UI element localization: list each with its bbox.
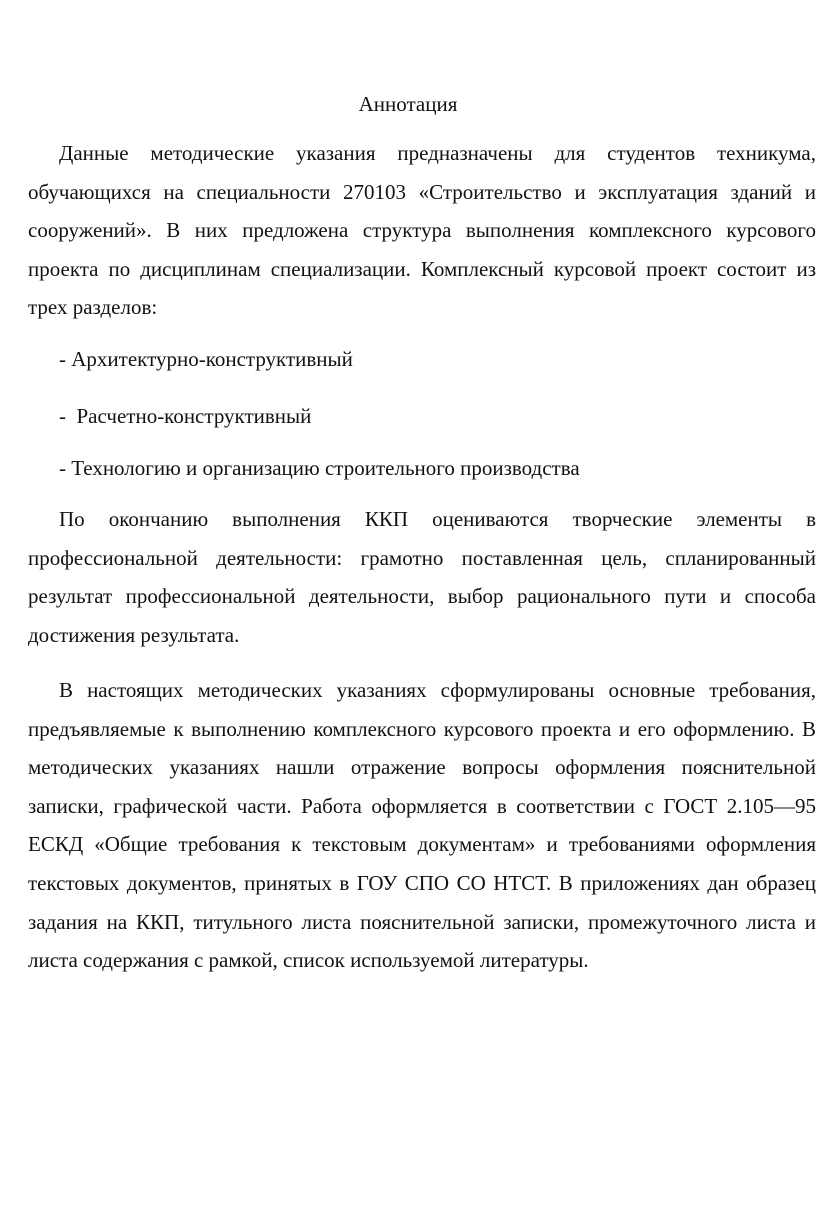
list-item-calculation: - Расчетно-конструктивный [59, 404, 312, 428]
document-title: Аннотация [358, 92, 458, 116]
paragraph-intro: Данные методические указания предназначены для студентов техникума, обучающихся на специальности 270103 «Строительство и эксплуатация зданий и сооружений». В них предложена структура выполнения комплексного курсового проекта по дисциплинам специализации. Комплексный курсовой проект состоит из трех разделов: [28, 141, 816, 320]
list-item-architecture: - Архитектурно-конструктивный [59, 347, 353, 371]
paragraph-requirements: В настоящих методических указаниях сформулированы основные требования, предъявляемые к выполнению комплексного курсового проекта и его оформлению. В методических указаниях нашли отражение вопросы оформления пояснительной записки, графической части. Работа оформляется в соответствии с ГОСТ 2.105—95 ЕСКД «Общие требования к текстовым документам» и требованиями оформления текстовых документов, принятых в ГОУ СПО СО НТСТ. В приложениях дан образец задания на ККП, титульного листа пояснительной записки, промежуточного листа и листа содержания с рамкой, список используемой литературы. [28, 678, 816, 973]
paragraph-evaluation: По окончанию выполнения ККП оцениваются творческие элементы в профессиональной деятельности: грамотно поставленная цель, спланированный результат профессиональной деятельности, выбор рационального пути и способа достижения результата. [28, 507, 816, 647]
list-item-technology: - Технологию и организацию строительного производства [59, 456, 580, 480]
